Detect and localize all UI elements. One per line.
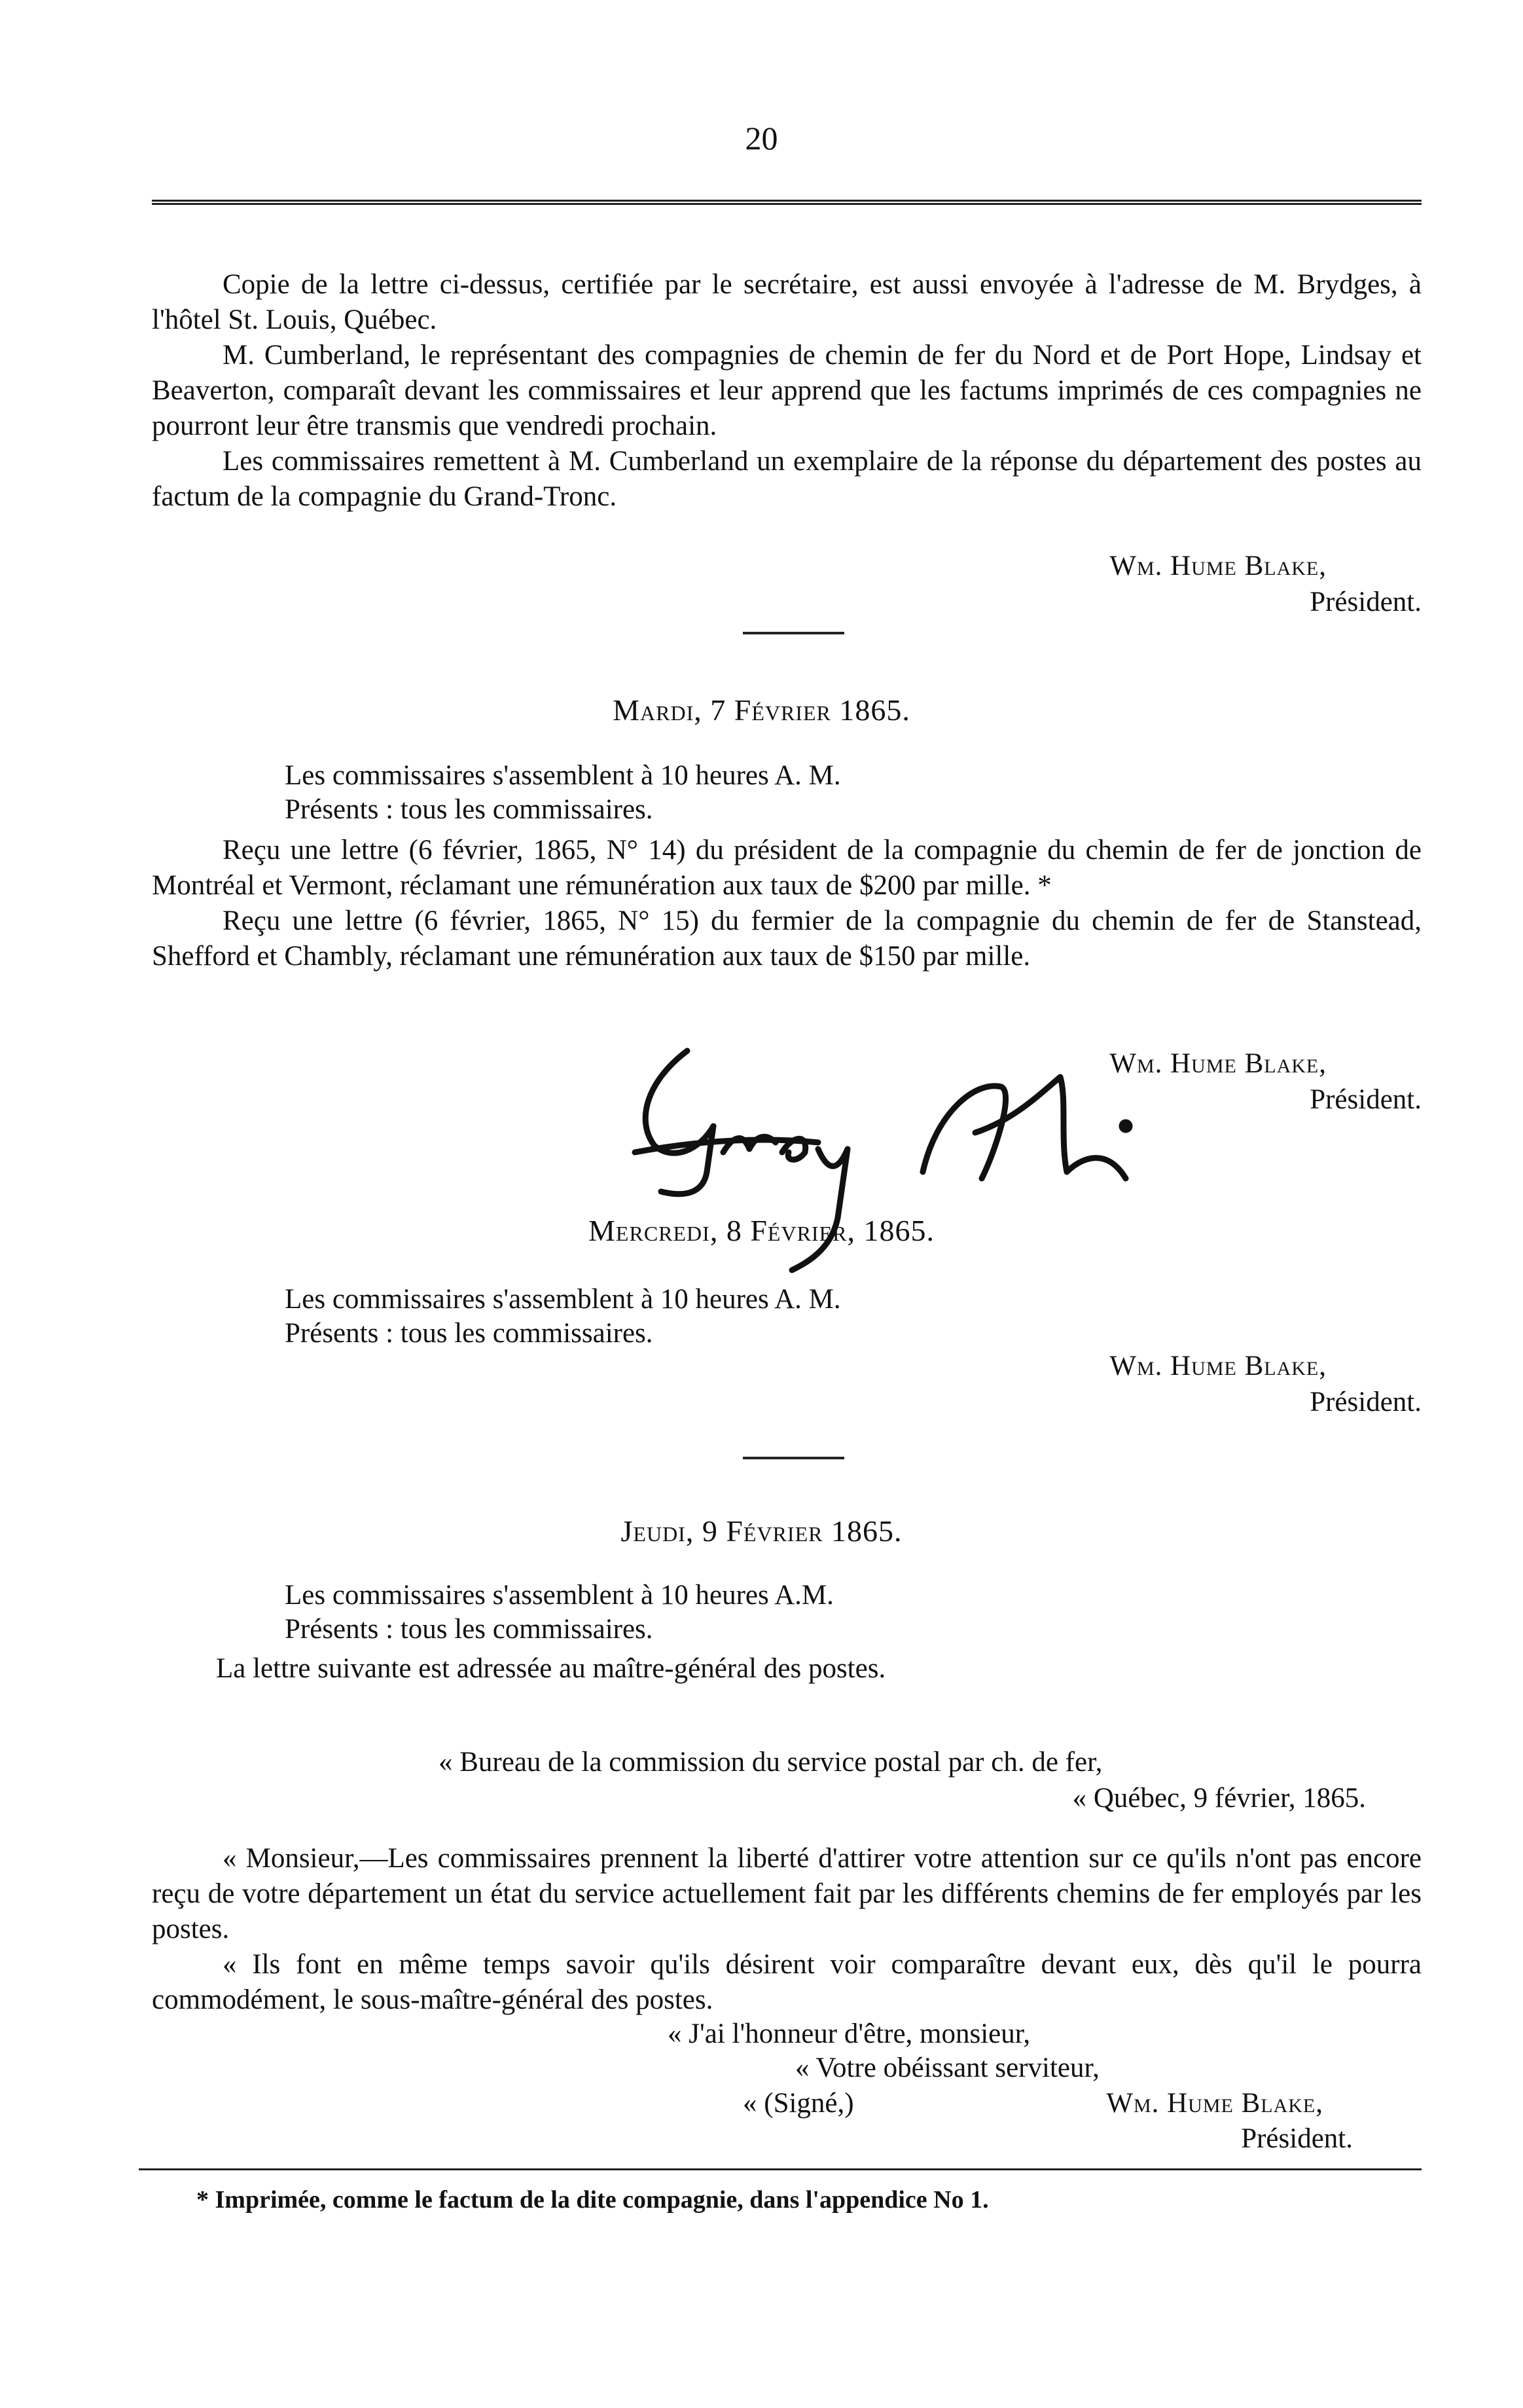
session2-paragraph-1: Reçu une lettre (6 février, 1865, N° 14) du président de la compagnie du chemin de fer de jonction de Montréal et Vermont, réclamant une rémunération aux taux de $200 par mille. * — [152, 835, 1422, 901]
letter-paragraph-1: « Monsieur,—Les commissaires prennent la liberté d'attirer votre attention sur ce qu'ils n'ont pas encore reçu de votre département un état du service actuellement fait par les différents chemins de fer employés par les postes. — [152, 1843, 1422, 1944]
footnote: * Imprimée, comme le factum de la dite compagnie, dans l'appendice No 1. — [196, 2186, 989, 2214]
letter-closing-line1: « J'ai l'honneur d'être, monsieur, — [668, 2018, 1031, 2049]
session2-body — [152, 833, 1422, 974]
session2-paragraph-2: Reçu une lettre (6 février, 1865, N° 15) du fermier de la compagnie du chemin de fer de Stanstead, Shefford et Chambly, réclamant une rémunération aux taux de $150 par mille. — [152, 905, 1422, 972]
session1-paragraph-3: Les commissaires remettent à M. Cumberland un exemplaire de la réponse du département des postes au factum de la compagnie du Grand-Tronc. — [152, 446, 1422, 512]
letter-header-line2: « Québec, 9 février, 1865. — [1072, 1783, 1366, 1814]
session2-heading: Mardi, 7 Février 1865. — [613, 693, 910, 727]
letter-closing-line2: « Votre obéissant serviteur, — [795, 2052, 1100, 2083]
session1-body — [152, 267, 1422, 515]
session1-paragraph-1: Copie de la lettre ci-dessus, certifiée par le secrétaire, est aussi envoyée à l'adresse de M. Brydges, à l'hôtel St. Louis, Québec. — [152, 269, 1422, 335]
signature-name: Wm. Hume Blake, — [1109, 1351, 1327, 1381]
letter-paragraph-2: « Ils font en même temps savoir qu'ils désirent voir comparaître devant eux, dès qu'il le pourra commodément, le sous-maître-général des postes. — [152, 1949, 1422, 2015]
footnote-rule — [139, 2168, 1422, 2170]
signature-name: Wm. Hume Blake, — [1106, 2088, 1323, 2119]
header-double-rule — [152, 200, 1422, 205]
session4-present-line: Présents : tous les commissaires. — [285, 1614, 653, 1645]
session4-heading: Jeudi, 9 Février 1865. — [620, 1514, 903, 1548]
session4-assembly-line: Les commissaires s'assemblent à 10 heures A.M. — [285, 1580, 834, 1611]
session3-assembly-line: Les commissaires s'assemblent à 10 heures A. M. — [285, 1284, 841, 1315]
letter-signed-label: « (Signé,) — [743, 2088, 854, 2119]
session1-signature-title: Président. — [1310, 587, 1422, 617]
letter-header-line1: « Bureau de la commission du service postal par ch. de fer, — [439, 1747, 1103, 1778]
session2-signature-title: Président. — [1310, 1084, 1422, 1115]
session3-signature — [1109, 1349, 1327, 1384]
signature-name: Wm. Hume Blake, — [1109, 1048, 1327, 1079]
session4-intro-line: La lettre suivante est adressée au maître-général des postes. — [216, 1653, 886, 1684]
session1-paragraph-2: M. Cumberland, le représentant des compagnies de chemin de fer du Nord et de Port Hope, Lindsay et Beaverton, comparaît devant les commissaires et leur apprend que les factums imprimés de ces compagnies ne pourront leur être transmis que vendredi prochain. — [152, 340, 1422, 441]
section-divider — [743, 1457, 844, 1459]
signature-name: Wm. Hume Blake, — [1109, 551, 1327, 581]
handwritten-signature — [609, 1021, 1165, 1296]
page-number: 20 — [745, 120, 778, 156]
session2-present-line: Présents : tous les commissaires. — [285, 794, 653, 825]
letter-body — [152, 1841, 1422, 2018]
letter-signature-title: Président. — [1241, 2123, 1353, 2154]
session3-signature-title: Président. — [1310, 1387, 1422, 1417]
session2-assembly-line: Les commissaires s'assemblent à 10 heures A. M. — [285, 760, 841, 791]
section-divider — [743, 632, 844, 634]
session3-heading: Mercredi, 8 Février, 1865. — [588, 1214, 935, 1247]
session1-signature — [1109, 549, 1327, 584]
session3-present-line: Présents : tous les commissaires. — [285, 1318, 653, 1349]
letter-signature — [1106, 2086, 1323, 2121]
